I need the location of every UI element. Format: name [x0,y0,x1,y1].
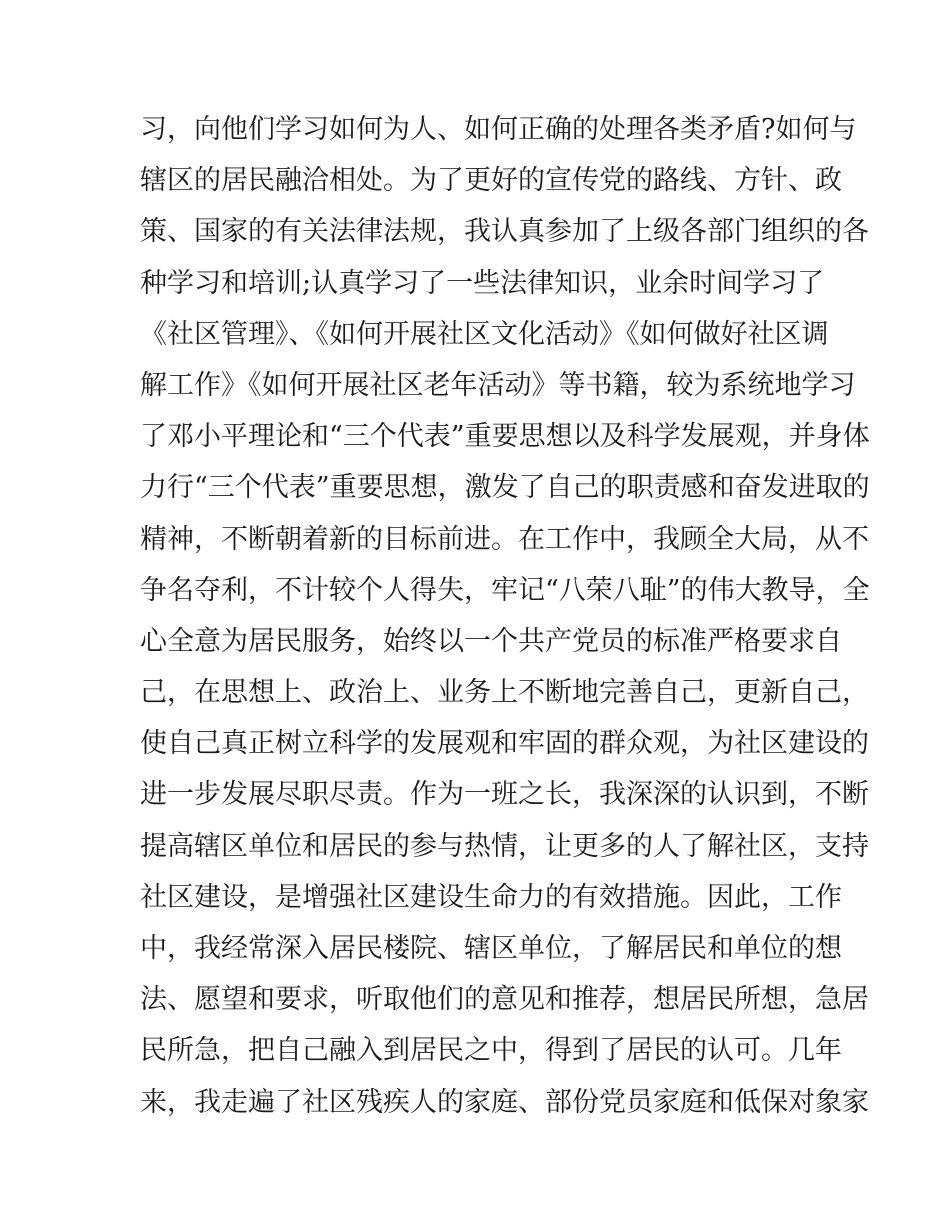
text-line: 解工作》《如何开展社区老年活动》等书籍，较为系统地学习 [140,369,856,401]
text-line: 习，向他们学习如何为人、如何正确的处理各类矛盾?如何与 [140,114,857,145]
text-line: 心全意为居民服务，始终以一个共产党员的标准严格要求自 [140,625,842,657]
text-line: 民所急，把自己融入到居民之中，得到了居民的认可。几年 [140,1035,842,1067]
text-line: 进一步发展尽职尽责。作为一班之长，我深深的认识到，不断 [140,779,869,811]
text-line: 使自己真正树立科学的发展观和牢固的群众观，为社区建设的 [140,728,869,760]
text-line: 种学习和培训;认真学习了一些法律知识，业余时间学习了 [140,267,825,299]
text-line: 社区建设，是增强社区建设生命力的有效措施。因此，工作 [140,881,842,913]
text-line: 己，在思想上、政治上、业务上不断地完善自己，更新自己， [140,677,869,709]
text-line: 争名夺利，不计较个人得失，牢记“八荣八耻”的伟大教导，全 [140,574,870,606]
body-text [140,104,870,1128]
text-line: 了邓小平理论和“三个代表”重要思想以及科学发展观，并身体 [140,421,870,453]
text-line: 法、愿望和要求，听取他们的意见和推荐，想居民所想，急居 [140,984,869,1016]
text-line: 中，我经常深入居民楼院、辖区单位，了解居民和单位的想 [140,933,842,964]
text-line: 辖区的居民融洽相处。为了更好的宣传党的路线、方针、政 [140,165,842,197]
text-line: 提高辖区单位和居民的参与热情，让更多的人了解社区，支持 [140,830,869,862]
text-line: 《社区管理》、《如何开展社区文化活动》《如何做好社区调 [140,318,829,350]
text-line: 力行“三个代表”重要思想，激发了自己的职责感和奋发进取的 [140,472,870,504]
text-line: 精神，不断朝着新的目标前进。在工作中，我顾全大局，从不 [140,523,869,555]
text-line: 策、国家的有关法律法规，我认真参加了上级各部门组织的各 [140,216,869,248]
text-line: 来，我走遍了社区残疾人的家庭、部份党员家庭和低保对象家 [140,1086,869,1118]
